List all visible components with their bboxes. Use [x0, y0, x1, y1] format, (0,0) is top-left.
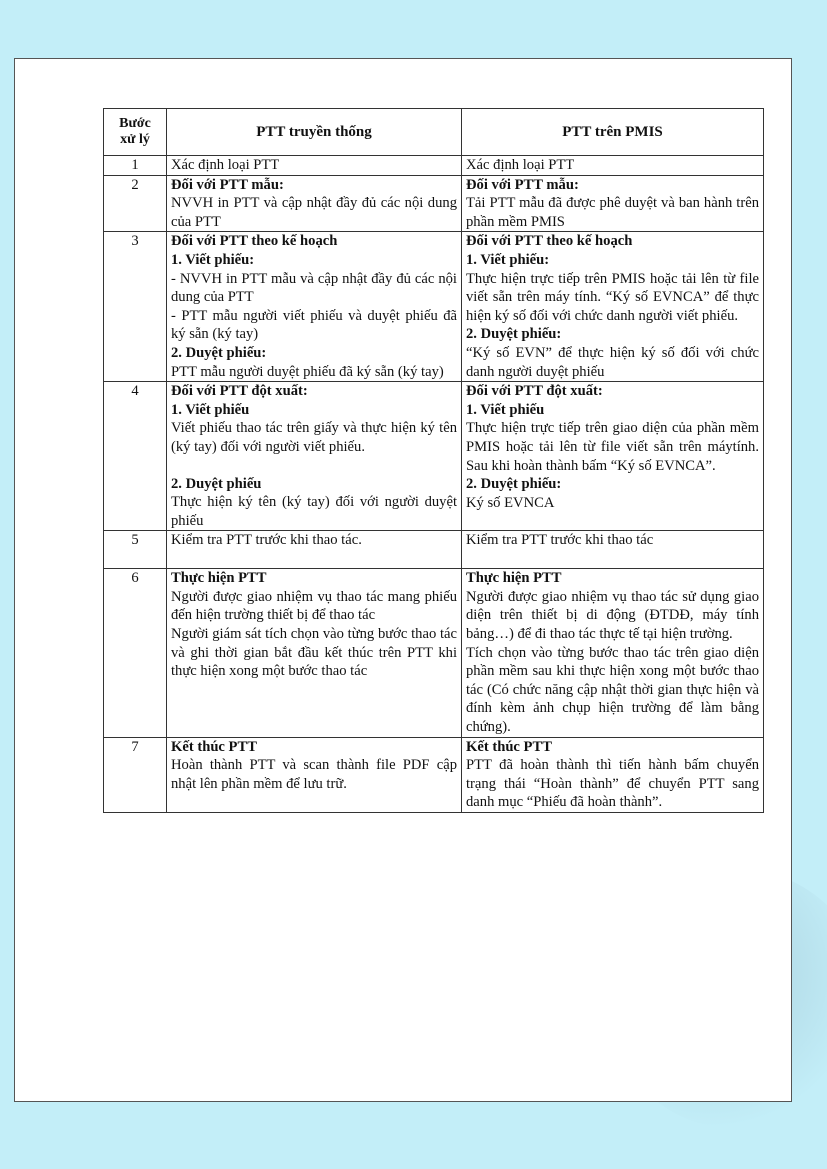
step-number: 7 [104, 737, 167, 812]
traditional-cell [167, 737, 462, 812]
cell-text: Kiểm tra PTT trước khi thao tác [466, 532, 654, 549]
step-number: 1 [104, 156, 167, 176]
traditional-cell [167, 569, 462, 737]
table-row [104, 569, 764, 737]
cell-heading: 1. Viết phiếu [171, 401, 250, 418]
cell-heading: Thực hiện PTT [466, 570, 562, 587]
table-row [104, 156, 764, 176]
table-row [104, 232, 764, 382]
cell-text: Kiểm tra PTT trước khi thao tác. [171, 532, 362, 549]
cell-text: PTT mẫu người duyệt phiếu đã ký sẵn (ký tay) [171, 363, 444, 380]
header-step-line1: Bước [119, 116, 151, 131]
cell-heading: 2. Duyệt phiếu: [171, 344, 267, 361]
cell-heading: Đối với PTT đột xuất: [466, 383, 603, 400]
cell-heading: 2. Duyệt phiếu [171, 475, 262, 492]
traditional-cell [167, 382, 462, 531]
step-number: 3 [104, 232, 167, 382]
cell-text: PTT đã hoàn thành thì tiến hành bấm chuyển trạng thái “Hoàn thành” để chuyển PTT sang danh mục “Phiếu đã hoàn thành”. [466, 757, 759, 811]
cell-text: Xác định loại PTT [466, 157, 575, 173]
cell-heading: Kết thúc PTT [466, 738, 552, 755]
cell-heading: 2. Duyệt phiếu: [466, 476, 562, 493]
cell-heading: Thực hiện PTT [171, 570, 267, 587]
cell-text: Người được giao nhiệm vụ thao tác mang phiếu đến hiện trường thiết bị để thao tác [171, 588, 457, 624]
cell-text: - NVVH in PTT mẫu và cập nhật đầy đủ các nội dung của PTT [171, 270, 457, 306]
traditional-cell [167, 232, 462, 382]
table-row [104, 382, 764, 531]
table-row [104, 531, 764, 569]
header-step-line2: xử lý [120, 132, 150, 147]
pmis-cell [462, 737, 764, 812]
pmis-cell [462, 569, 764, 737]
header-step [104, 109, 167, 156]
cell-text: - PTT mẫu người viết phiếu và duyệt phiếu đã ký sẵn (ký tay) [171, 307, 457, 343]
cell-heading: Đối với PTT theo kế hoạch [466, 233, 633, 250]
traditional-cell [167, 531, 462, 569]
cell-heading: Đối với PTT mẫu: [171, 176, 284, 193]
header-pmis: PTT trên PMIS [462, 109, 764, 156]
cell-text: Người giám sát tích chọn vào từng bước thao tác và ghi thời gian bắt đầu kết thúc trên PTT khi thực hiện xong một bước thao tác [171, 626, 457, 680]
cell-heading: 1. Viết phiếu: [466, 251, 550, 268]
cell-text: Xác định loại PTT [171, 157, 280, 173]
cell-text: Tải PTT mẫu đã được phê duyệt và ban hành trên phần mềm PMIS [466, 195, 759, 230]
pmis-cell [462, 156, 764, 176]
cell-heading: Đối với PTT mẫu: [466, 176, 579, 193]
cell-heading: 1. Viết phiếu [466, 401, 545, 418]
cell-text: Hoàn thành PTT và scan thành file PDF cập nhật lên phần mềm để lưu trữ. [171, 757, 457, 792]
traditional-cell [167, 156, 462, 176]
cell-heading: 2. Duyệt phiếu: [466, 326, 562, 343]
step-number: 6 [104, 569, 167, 737]
pmis-cell [462, 232, 764, 382]
cell-heading: Kết thúc PTT [171, 738, 257, 755]
pmis-cell [462, 531, 764, 569]
traditional-cell [167, 175, 462, 232]
document-page [14, 58, 792, 1102]
cell-text: “Ký số EVN” để thực hiện ký số đối với chức danh người duyệt phiếu [466, 344, 759, 380]
table-row [104, 737, 764, 812]
cell-text: NVVH in PTT và cập nhật đầy đủ các nội dung của PTT [171, 195, 457, 230]
step-number: 2 [104, 175, 167, 232]
pmis-cell [462, 175, 764, 232]
cell-text: Thực hiện trực tiếp trên giao diện của phần mềm PMIS hoặc tải lên từ file viết sẵn trên máytính. Sau khi hoàn thành bấm “Ký số EVNCA”. [466, 420, 759, 474]
cell-text: Viết phiếu thao tác trên giấy và thực hiện ký tên (ký tay) đối với người viết phiếu. [171, 420, 457, 455]
cell-text: Tích chọn vào từng bước thao tác trên giao diện phần mềm sau khi thực hiện xong một bước thao tác (Có chức năng cập nhật thời gian thực hiện và đính kèm ảnh chụp hiện trường để làm bằng chứng). [466, 644, 759, 736]
cell-text: Người được giao nhiệm vụ thao tác sử dụng giao diện trên thiết bị di động (ĐTDĐ, máy tính bảng…) để đi thao tác thực tế tại hiện trường. [466, 588, 759, 643]
cell-text: Ký số EVNCA [466, 494, 555, 511]
spacer [171, 457, 457, 475]
comparison-table [103, 108, 764, 813]
step-number: 4 [104, 382, 167, 531]
header-traditional: PTT truyền thống [167, 109, 462, 156]
pmis-cell [462, 382, 764, 531]
cell-heading: Đối với PTT theo kế hoạch [171, 233, 338, 250]
cell-text: Thực hiện ký tên (ký tay) đối với người duyệt phiếu [171, 494, 457, 529]
table-header-row [104, 109, 764, 156]
table-row [104, 175, 764, 232]
cell-text: Thực hiện trực tiếp trên PMIS hoặc tải lên từ file viết sẵn trên máy tính. “Ký số EVNCA” để thực hiện ký số đối với chức danh người viết phiếu. [466, 270, 759, 324]
step-number: 5 [104, 531, 167, 569]
cell-heading: Đối với PTT đột xuất: [171, 383, 308, 400]
cell-heading: 1. Viết phiếu: [171, 251, 255, 268]
